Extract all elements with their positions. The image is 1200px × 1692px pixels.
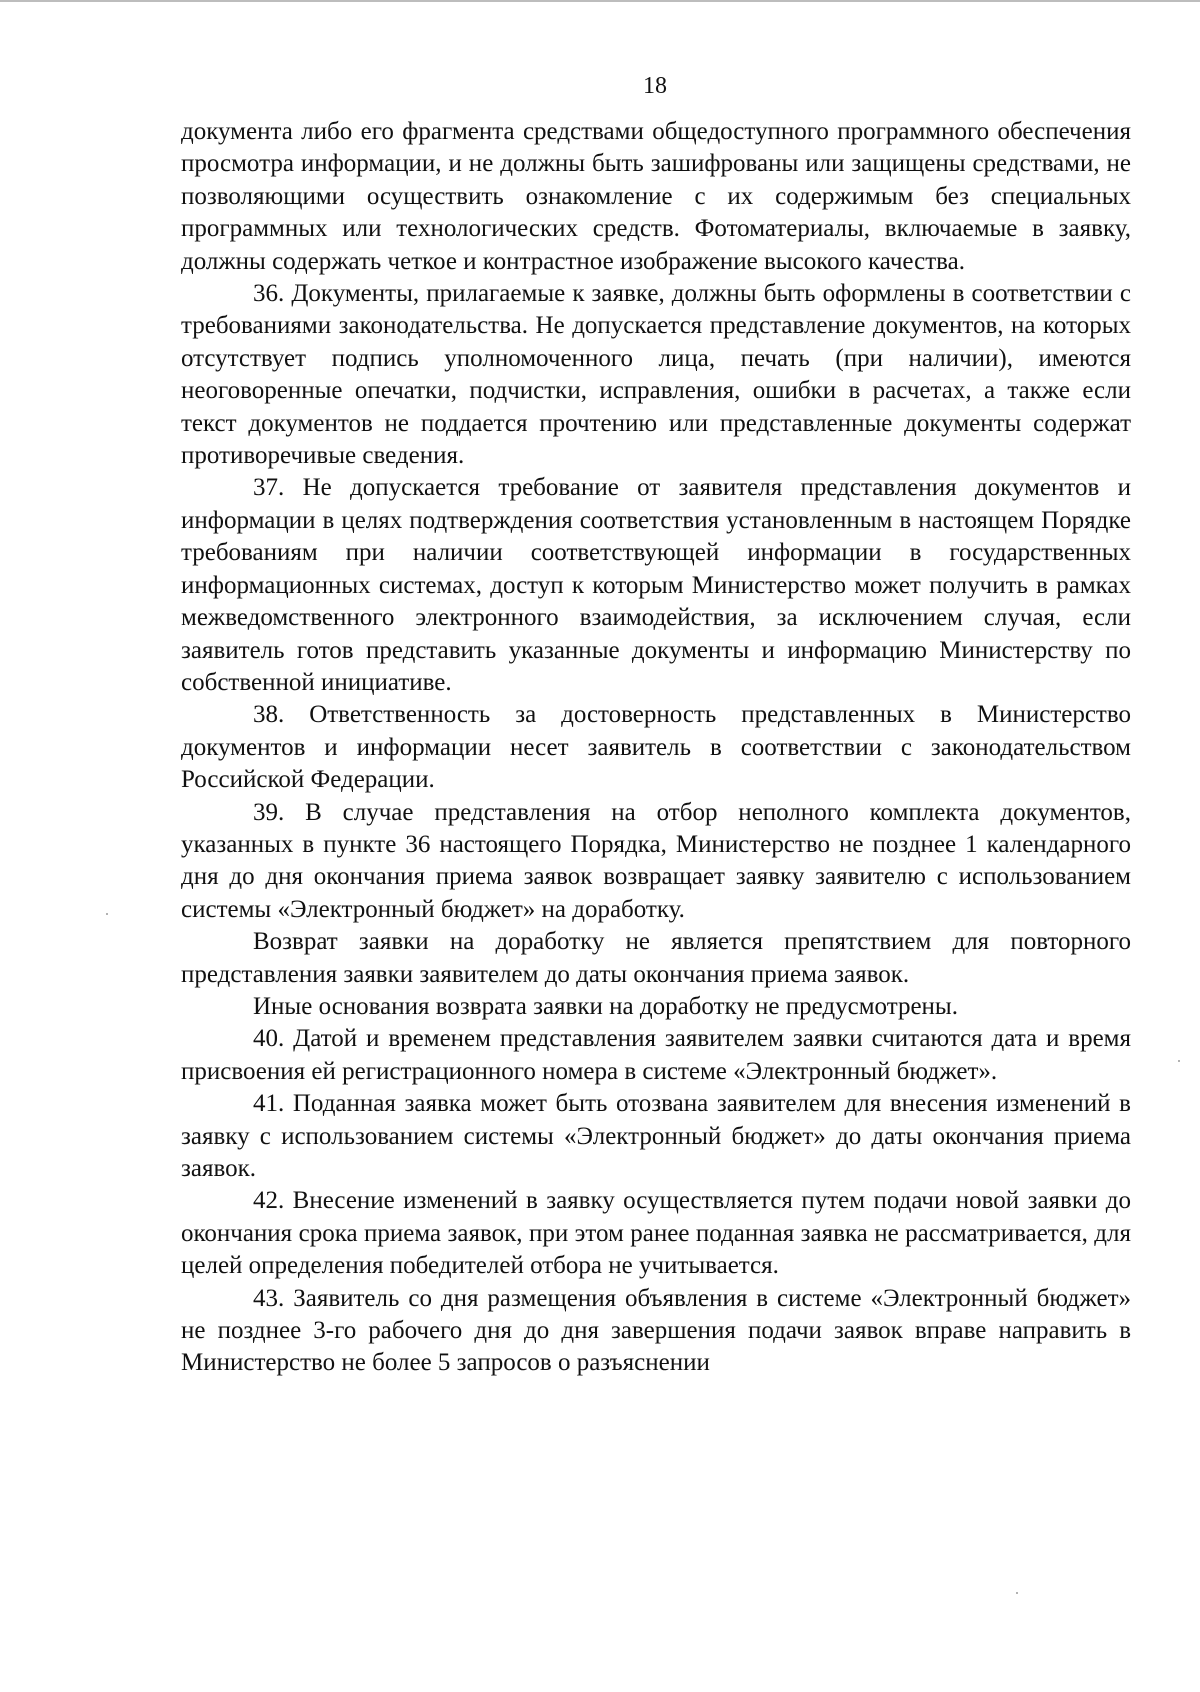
scan-speck	[1178, 1060, 1180, 1062]
paragraph-39-return: Возврат заявки на доработку не является препятствием для повторного представления заявки заявителем до даты окончания приема заявок.	[181, 928, 1131, 988]
scan-top-edge	[0, 0, 1200, 2]
scan-speck	[106, 913, 108, 915]
paragraph-38: 38. Ответственность за достоверность представленных в Министерство документов и информации несет заявитель в соответствии с законодательством Российской Федерации.	[181, 701, 1131, 794]
paragraph-37: 37. Не допускается требование от заявителя представления документов и информации в целях подтверждения соответствия установленным в настоящем Порядке требованиям при наличии соответствующей информации в государственных информационных системах, доступ к которым Министерство может получить в рамках межведомственного электронного взаимодействия, за исключением случая, если заявитель готов представить указанные документы и информацию Министерству по собственной инициативе.	[181, 474, 1131, 696]
document-body	[181, 116, 1131, 1380]
paragraph-43: 43. Заявитель со дня размещения объявления в системе «Электронный бюджет» не позднее 3-го рабочего дня до дня завершения подачи заявок вправе направить в Министерство не более 5 запросов о разъяснении	[181, 1284, 1131, 1377]
paragraph-42: 42. Внесение изменений в заявку осуществляется путем подачи новой заявки до окончания срока приема заявок, при этом ранее поданная заявка не рассматривается, для целей определения победителей отбора не учитывается.	[181, 1187, 1131, 1280]
paragraph-36: 36. Документы, прилагаемые к заявке, должны быть оформлены в соответствии с требованиями законодательства. Не допускается представление документов, на которых отсутствует подпись уполномоченного лица, печать (при наличии), имеются неоговоренные опечатки, подчистки, исправления, ошибки в расчетах, а также если текст документов не поддается прочтению или представленные документы содержат противоречивые сведения.	[181, 280, 1131, 470]
paragraph-continuation: документа либо его фрагмента средствами общедоступного программного обеспечения просмотра информации, и не должны быть зашифрованы или защищены средствами, не позволяющими осуществить ознакомление с их содержимым без специальных программных или технологических средств. Фотоматериалы, включаемые в заявку, должны содержать четкое и контрастное изображение высокого качества.	[181, 118, 1131, 275]
paragraph-41: 41. Поданная заявка может быть отозвана заявителем для внесения изменений в заявку с использованием системы «Электронный бюджет» до даты окончания приема заявок.	[181, 1090, 1131, 1182]
paragraph-40: 40. Датой и временем представления заявителем заявки считаются дата и время присвоения ей регистрационного номера в системе «Электронный бюджет».	[181, 1025, 1131, 1085]
scan-speck	[1016, 1592, 1018, 1594]
page-number: 18	[643, 73, 667, 99]
paragraph-39: 39. В случае представления на отбор неполного комплекта документов, указанных в пункте 36 настоящего Порядка, Министерство не позднее 1 календарного дня до дня окончания приема заявок возвращает заявку заявителю с использованием системы «Электронный бюджет» на доработку.	[181, 798, 1131, 923]
paragraph-39-other-grounds: Иные основания возврата заявки на доработку не предусмотрены.	[253, 992, 958, 1020]
